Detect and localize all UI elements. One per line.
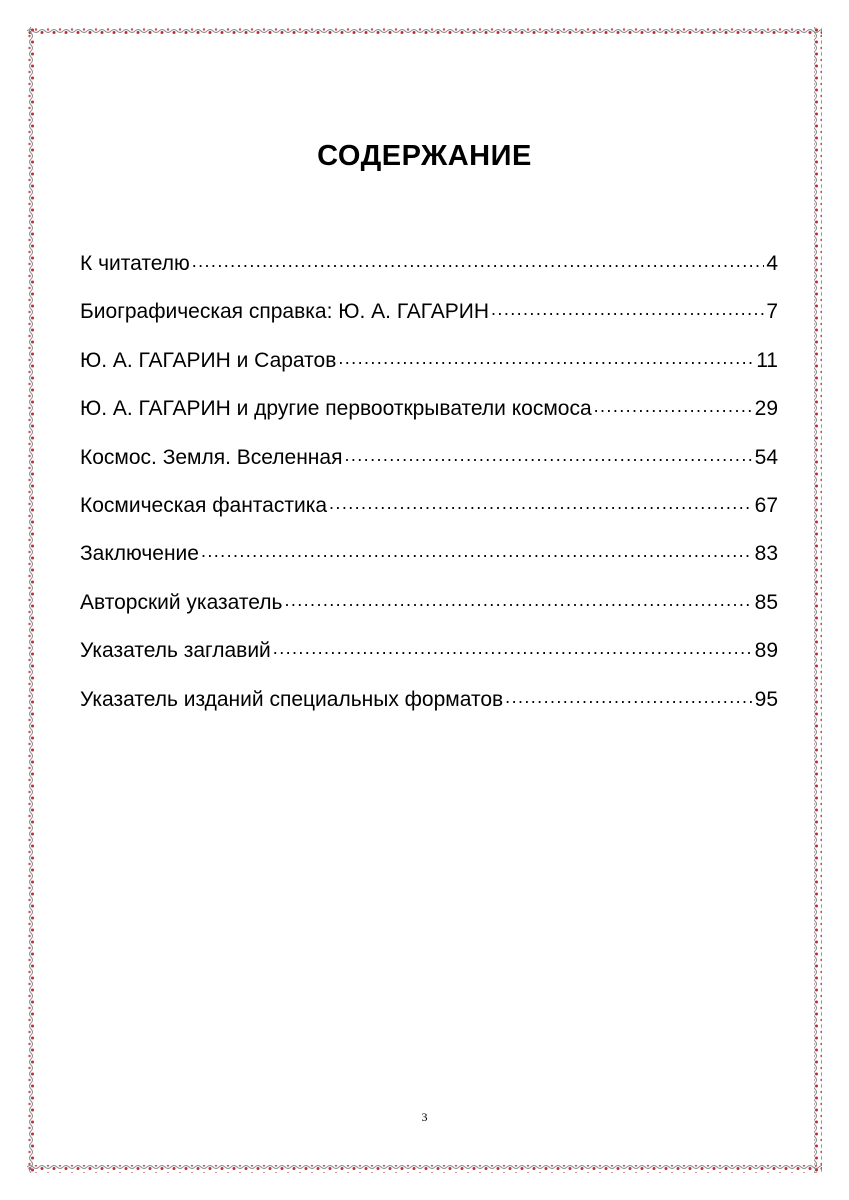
toc-dot-leader	[505, 686, 752, 706]
toc-entry-page: 89	[754, 639, 778, 663]
toc-dot-leader	[344, 444, 752, 464]
toc-entry[interactable]	[80, 540, 778, 588]
toc-entry-page: 85	[754, 590, 778, 614]
toc-entry[interactable]	[80, 686, 778, 734]
toc-entry-label: Авторский указатель	[80, 590, 283, 614]
toc-entry[interactable]	[80, 637, 778, 685]
toc-entry[interactable]	[80, 395, 778, 443]
toc-entry-label: Космос. Земля. Вселенная	[80, 445, 343, 469]
toc-dot-leader	[329, 492, 753, 512]
toc-entry-label: Заключение	[80, 542, 199, 566]
toc-dot-leader	[273, 637, 753, 657]
toc-entry-label: К читателю	[80, 252, 190, 275]
toc-entry[interactable]	[80, 347, 778, 395]
toc-entry[interactable]	[80, 250, 778, 298]
toc-entry[interactable]	[80, 444, 778, 492]
toc-entry[interactable]	[80, 492, 778, 540]
toc-dot-leader	[338, 347, 754, 367]
toc-entry-page: 4	[766, 252, 778, 275]
toc-entry-label: Ю. А. ГАГАРИН и Саратов	[80, 348, 337, 372]
toc-entry[interactable]	[80, 298, 778, 346]
toc-entry-label: Указатель заглавий	[80, 639, 271, 663]
toc-entry-label: Биографическая справка: Ю. А. ГАГАРИН	[80, 300, 490, 324]
toc-entry-page: 11	[756, 348, 778, 372]
toc-entry-label: Космическая фантастика	[80, 493, 328, 517]
toc-entry-page: 29	[754, 397, 778, 421]
table-of-contents	[80, 250, 778, 734]
toc-entry-page: 54	[754, 445, 778, 469]
toc-entry-page: 83	[754, 542, 778, 566]
toc-dot-leader	[201, 540, 753, 560]
toc-entry-page: 67	[754, 493, 778, 517]
toc-dot-leader	[491, 298, 764, 318]
page-title: СОДЕРЖАНИЕ	[317, 140, 532, 172]
toc-dot-leader	[192, 250, 765, 270]
toc-entry-page: 95	[754, 687, 778, 711]
toc-entry-label: Ю. А. ГАГАРИН и другие первооткрыватели космоса	[80, 397, 592, 421]
toc-entry-label: Указатель изданий специальных форматов	[80, 687, 504, 711]
toc-entry-page: 7	[766, 300, 778, 324]
toc-dot-leader	[594, 395, 753, 415]
toc-entry[interactable]	[80, 589, 778, 637]
toc-dot-leader	[284, 589, 752, 609]
page-number: 3	[421, 1110, 428, 1124]
